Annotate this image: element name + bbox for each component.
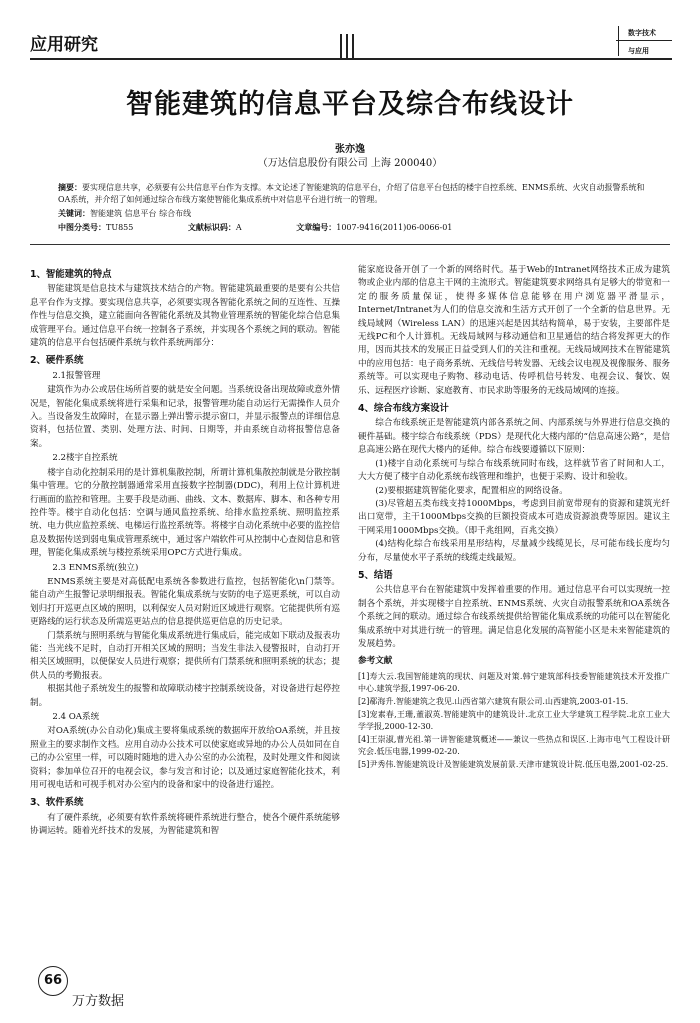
section-4-item-3: (3)尽管超五类布线支持1000Mbps，考虑到目前宽带现有的资源和建筑光纤出口宽带，主干1000Mbps交换的巨额投资成本可造成资源浪费等原因。建议主干网采用1000Mbps交换。（即千兆组网，百兆交换） — [358, 498, 670, 536]
reference-item: [2]郗海升.智能建筑之我见.山西省第六建筑有限公司.山西建筑,2003-01-15. — [358, 696, 629, 706]
doc-code: A — [235, 223, 242, 232]
class-label: 中图分类号： — [58, 223, 106, 232]
class-number: TU855 — [106, 223, 134, 232]
section-3-continued: 能家庭设备开创了一个新的网络时代。基于Web的Intranet网络技术正成为建筑物或企业内部的信息主干网的主流形式。智能建筑要求网络具有足够大的带宽和一定的服务质量保证，使得多媒体信息能够在用户浏览器平滑显示，Internet/Intranet为人们的信息交流和生活方式开创了一个全新的信息世界。无线局域网（Wireless LAN）的迅速兴起是因其结构简单，易于安装，主要部件是无线PC和个人计算机。无线局域网与移动通信和卫星通信的结合将发挥更大的作用，因而其技术的发展正日益受到人们的关注和重视。无线局域网技术在智能建筑中的应用包括：电子商务系统、无线信号转发器、无线会议电视及视像服务、服务系统等。可以实现电子购物、移动电话、传呼机信号转发、电视会议、餐饮、娱乐、远程医疗诊断、家庭教育、市民求助等服务的无线局域网的连接。 — [358, 265, 670, 396]
subsection-2-4-paragraph: 对OA系统(办公自动化)集成主要将集成系统的数据库开放给OA系统，并且按照业主的要求制作文档。应用自动办公技术可以使家庭或异地的办公人员如同在自己的办公室里一样，可以随时随地的进入办公室的办公流程，及时处理文件和阅读资料；参加单位召开的电视会议，参与发言和讨论；以及通过家庭智能化技术，利用可视电话和可视手机对办公室内的设备和家中的设备进行遥控。 — [30, 726, 340, 791]
section-2-title: 2、硬件系统 — [30, 355, 84, 367]
subsection-2-3-paragraph-1: ENMS系统主要是对高低配电系统各参数进行监控，包括智能化\n门禁等。能自动产生报警记录明细报表。智能化集成系统与安防的电子巡更系统，可以自动划归打开巡更点区域的照明，以利保安人员对附近区域进行观察。它能提供所有巡更路线的运行状态及所需巡更站点的信息提供巡更信息的历史记录。 — [30, 576, 340, 628]
subsection-2-2-title: 2.2楼宇自控系统 — [52, 453, 118, 464]
left-column — [30, 264, 340, 839]
right-column — [358, 264, 670, 772]
abstract-separator — [30, 244, 670, 245]
section-1-paragraph: 智能建筑是信息技术与建筑技术结合的产物。智能建筑最重要的是要有公共信息平台作为支撑。要实现信息共享，必须要实现各智能化系统之间的互连性、互操作性与信息交换，建立能面向各智能化系统及其物业管理系统的智能化综合信息集成管理平台。通过信息平台统一控制各子系统，并实现各个系统之间的联动。智能建筑的信息平台包括硬件系统与软件系统两部分： — [30, 284, 340, 349]
subsection-2-1-title: 2.1报警管理 — [52, 370, 101, 381]
page-number: 66 — [38, 966, 68, 996]
subsection-2-3-title: 2.3 ENMS系统(独立) — [52, 562, 139, 573]
keywords — [58, 208, 648, 220]
references-title: 参考文献 — [358, 656, 393, 667]
article-affiliation: （万达信息股份有限公司 上海 200040） — [257, 158, 443, 169]
section-4-paragraph: 综合布线系统正是智能建筑内部各系统之间、内部系统与外界进行信息交换的硬件基础。楼宇综合布线系统（PDS）是现代化大楼内部的“信息高速公路”，是信息高速公路在现代大楼内的延伸。综合布线要遵循以下原则： — [358, 418, 670, 456]
article-author: 张亦逸 — [335, 144, 365, 155]
journal-logo-bottom: 与应用 — [628, 46, 649, 55]
section-4-item-2: (2)要根据建筑智能化要求，配置相应的网络设备。 — [375, 485, 568, 496]
section-5-title: 5、结语 — [358, 569, 393, 581]
subsection-2-3-paragraph-2: 门禁系统与照明系统与智能化集成系统进行集成后，能完成如下联动及报表功能：当光线不足时，自动打开相关区域的照明；当发生非法入侵警报时，自动打开相关区域照明，以便保安人员进行观察；提供所有门禁系统和照明系统的状态；提供人员的考勤报表。 — [30, 630, 340, 681]
subsection-2-2-paragraph: 楼宇自动化控制采用的是计算机集散控制，所谓计算机集散控制就是分散控制集中管理。它的分散控制器通常采用直接数字控制器(DDC)，利用上位计算机进行画面的监控和管理。主要手段是动画、曲线、文本、数据库、脚本、和各种专用控件等。楼宇自动化包括：空调与通风监控系统、给排水监控系统、照明监控系统、电力供应监控系统、电梯运行监控系统等。将楼宇自动化系统中必要的监控信息及数据传送到弱电集成管理系统中，通过客户端软件可从控制中心查阅信息和管理，智能化集成系统与楼控系统采用OPC方式进行集成。 — [30, 467, 340, 559]
section-5-paragraph: 公共信息平台在智能建筑中发挥着重要的作用。通过信息平台可以实现统一控制各个系统，并实现楼宇自控系统、ENMS系统、火灾自动报警系统和OA系统各个系统之间的联动。通过综合布线系统提供给智能化集成系统的功能可以在智能化集成系统中对其进行统一的管理。满足信息化发展的高智能小区是未来智能建筑的发展趋势。 — [358, 585, 670, 649]
keywords-label: 关键词： — [58, 209, 90, 218]
doc-code-label: 文献标识码： — [187, 223, 236, 232]
article-title: 智能建筑的信息平台及综合布线设计 — [126, 89, 574, 120]
section-4-item-4: (4)结构化综合布线采用星形结构，尽量减少线缆见长，尽可能布线长度均匀分布，尽量使水平子系统的线缆走线最短。 — [358, 539, 670, 563]
abstract-label: 摘要： — [58, 183, 82, 192]
section-3-paragraph: 有了硬件系统，必须要有软件系统将硬件系统进行整合，使各个硬件系统能够协调运转。随着光纤技术的发展，为智能建筑和智 — [30, 812, 340, 837]
subsection-2-1-paragraph: 建筑作为办公或居住场所首要的就是安全问题。当系统设备出现故障或意外情况是，智能化集成系统将进行采集和记录，报警管理功能自动运行无需操作人员介入。当设备发生故障时，在显示器上弹出警示提示窗口，并显示报警点的详细信息资料，包括位置、类别、处理方法、时间、日期等，并由系统自动将报警信息备案。 — [30, 385, 340, 449]
abstract-text: 要实现信息共享，必须要有公共信息平台作为支撑。本文论述了智能建筑的信息平台，介绍了信息平台包括的楼宇自控系统、ENMS系统、火灾自动报警系统和OA系统，并介绍了如何通过综合布线方案使智能化集成系统中对信息平台进行统一的管理。 — [58, 183, 645, 204]
journal-logo-top: 数字技术 — [628, 28, 656, 37]
section-4-title: 4、综合布线方案设计 — [358, 403, 449, 415]
section-label: 应用研究 — [30, 35, 98, 55]
section-4-item-1: (1)楼宇自动化系统可与综合布线系统同时布线，这样就节省了时间和人工，大大方便了楼宇自动化系统布线管理和维护，也便于采购、设计和验收。 — [358, 458, 670, 483]
reference-item: [1]寿大云.我国智能建筑的现状、问题及对策.韩宁建筑部科技委智能建筑技术开发推广中心.建筑学报,1997-06-20. — [358, 671, 670, 694]
subsection-2-4-title: 2.4 OA系统 — [52, 712, 100, 722]
reference-item: [4]王崇淑,曹光祖.第一讲智能建筑概述——兼议一些热点和误区.上海市电气工程设计研究会.低压电器,1999-02-20. — [358, 734, 670, 757]
keywords-text: 智能建筑 信息平台 综合布线 — [90, 209, 192, 218]
reference-item: [3]宠素春,王珊,董淑英.智能建筑中的建筑设计.北京工业大学建筑工程学院.北京工业大学学报,2000-12-30. — [358, 709, 670, 732]
reference-item: [5]尹秀伟.智能建筑设计及智能建筑发展前景.天津市建筑设计院.低压电器,2001-02-25. — [358, 759, 669, 769]
header-divider-bars — [338, 34, 362, 58]
abstract — [58, 182, 648, 206]
wanfang-watermark: 万方数据 — [72, 994, 125, 1009]
journal-logo — [600, 26, 674, 58]
section-3-title: 3、软件系统 — [30, 797, 84, 809]
subsection-2-3-paragraph-3: 根据其他子系统发生的报警和故障联动楼宇控制系统设备，对设备进行起停控制。 — [30, 684, 340, 708]
classification-line — [58, 222, 648, 234]
article-number: 1007-9416(2011)06-0066-01 — [336, 223, 453, 232]
article-number-label: 文章编号： — [296, 223, 337, 232]
header-rule — [30, 58, 672, 60]
section-1-title: 1、智能建筑的特点 — [30, 269, 112, 280]
